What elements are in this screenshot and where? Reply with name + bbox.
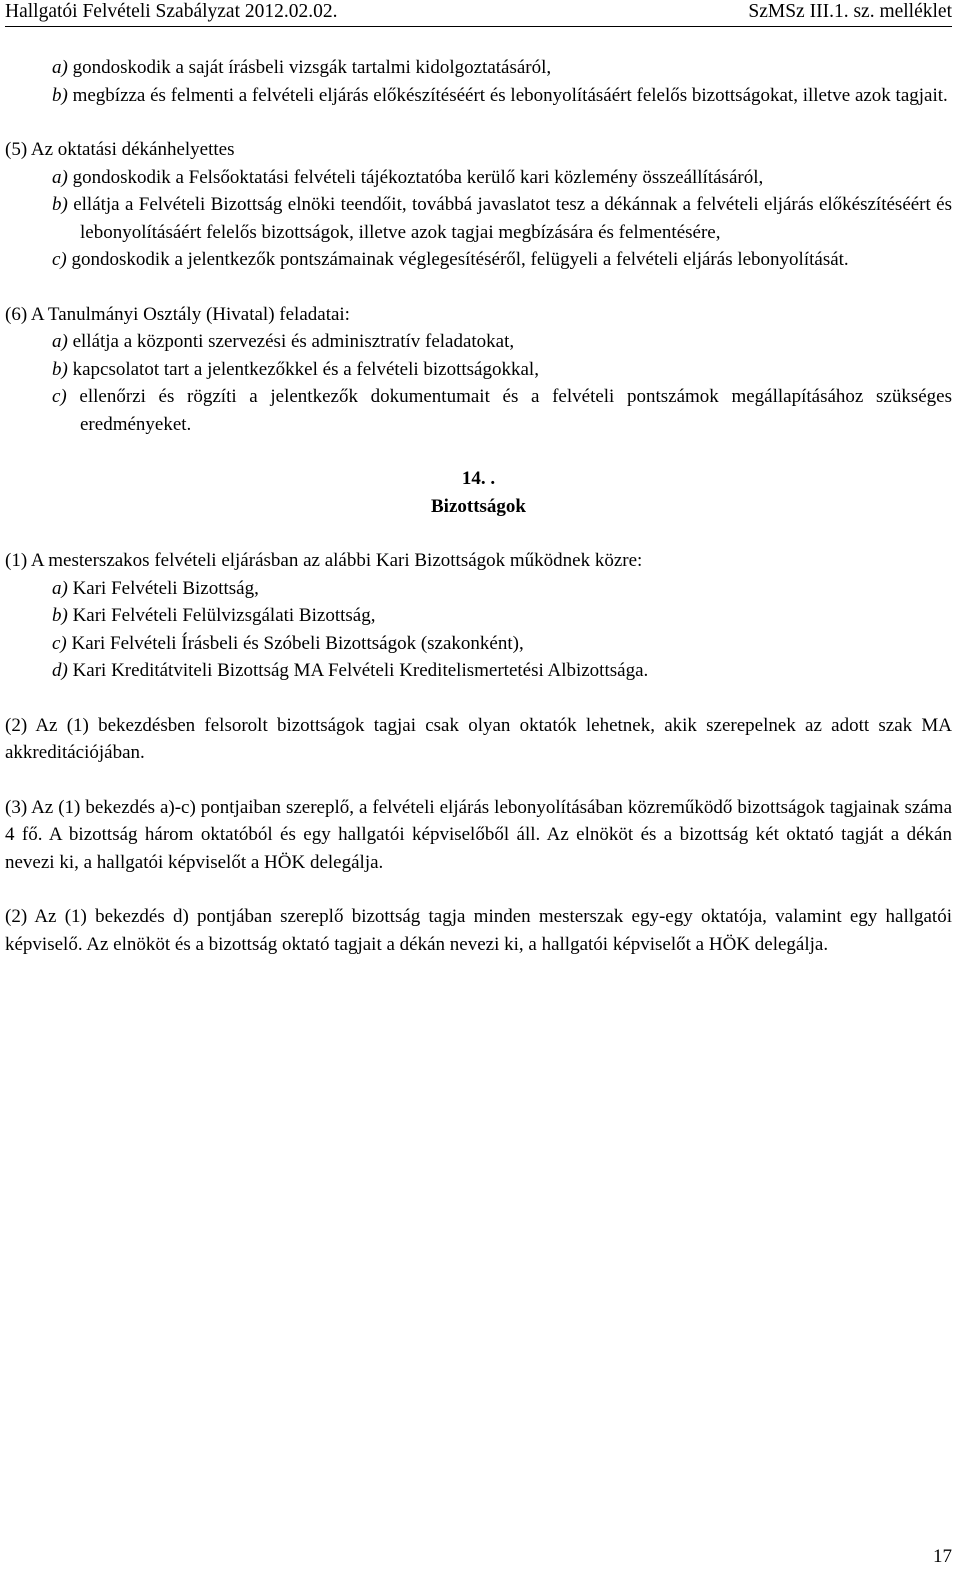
list-item: b) megbízza és felmenti a felvételi eljárás előkészítéséért és lebonyolításáért felelős bizottságokat, illetve azok tagjait. <box>52 84 948 106</box>
section-5 <box>5 136 952 274</box>
list-item: a) Kari Felvételi Bizottság, <box>52 577 259 599</box>
page-header <box>5 0 952 27</box>
list-item: b) Kari Felvételi Felülvizsgálati Bizottság, <box>52 605 376 626</box>
page-number: 17 <box>933 1546 952 1567</box>
section-number: 14. . <box>461 468 496 489</box>
section-6-heading: (6) A Tanulmányi Osztály (Hivatal) feladatai: <box>5 303 350 325</box>
list-item: a) gondoskodik a saját írásbeli vizsgák tartalmi kidolgoztatásáról, <box>52 57 552 78</box>
list-item: b) kapcsolatot tart a jelentkezőkkel és a felvételi bizottságokkal, <box>52 358 539 380</box>
list-item: c) Kari Felvételi Írásbeli és Szóbeli Bizottságok (szakonként), <box>52 632 524 654</box>
header-title: Hallgatói Felvételi Szabályzat 2012.02.02. <box>5 1 338 22</box>
section-top-list <box>5 54 952 109</box>
paragraph-4: (2) Az (1) bekezdés d) pontjában szereplő bizottság tagja minden mesterszak egy-egy oktatója, valamint egy hallgatói képviselő. Az elnököt és a bizottság oktató tagjait a dékán nevezi ki, a hallgatói képviselőt a HÖK delegálja. <box>5 906 952 955</box>
list-item: c) gondoskodik a jelentkezők pontszámainak véglegesítéséről, felügyeli a felvételi eljárás lebonyolítását. <box>52 249 849 270</box>
section-5-heading: (5) Az oktatási dékánhelyettes <box>5 139 235 160</box>
list-item: b) ellátja a Felvételi Bizottság elnöki teendőit, továbbá javaslatot tesz a dékánnak a felvételi eljárás előkészítéséért és lebonyolításáért felelős bizottságok, illetve azok tagjai megbízására és felmentésére, <box>52 194 952 243</box>
list-item: a) gondoskodik a Felsőoktatási felvételi tájékoztatóba kerülő kari közlemény összeállításáról, <box>52 166 764 188</box>
section-title: Bizottságok <box>431 495 526 517</box>
list-item: c) ellenőrzi és rögzíti a jelentkezők dokumentumait és a felvételi pontszámok megállapításához szükséges eredményeket. <box>52 386 952 435</box>
document-body <box>5 54 952 958</box>
header-annex: SzMSz III.1. sz. melléklet <box>748 1 952 22</box>
paragraph-1 <box>5 547 952 685</box>
list-item: d) Kari Kreditátviteli Bizottság MA Felvételi Kreditelismertetési Albizottsága. <box>52 660 649 681</box>
paragraph-3: (3) Az (1) bekezdés a)-c) pontjaiban szereplő, a felvételi eljárás lebonyolításában közreműködő bizottságok tagjainak száma 4 fő. A bizottság három oktatóból és egy hallgatói képviselőből áll. Az elnököt és a bizottság két oktató tagját a dékán nevezi ki, a hallgatói képviselőt a HÖK delegálja. <box>5 796 952 873</box>
list-item: a) ellátja a központi szervezési és adminisztratív feladatokat, <box>52 331 515 352</box>
paragraph-1-heading: (1) A mesterszakos felvételi eljárásban az alábbi Kari Bizottságok működnek közre: <box>5 550 643 571</box>
paragraph-2: (2) Az (1) bekezdésben felsorolt bizottságok tagjai csak olyan oktatók lehetnek, akik szerepelnek az adott szak MA akkreditációjában. <box>5 714 952 763</box>
section-6 <box>5 301 952 439</box>
